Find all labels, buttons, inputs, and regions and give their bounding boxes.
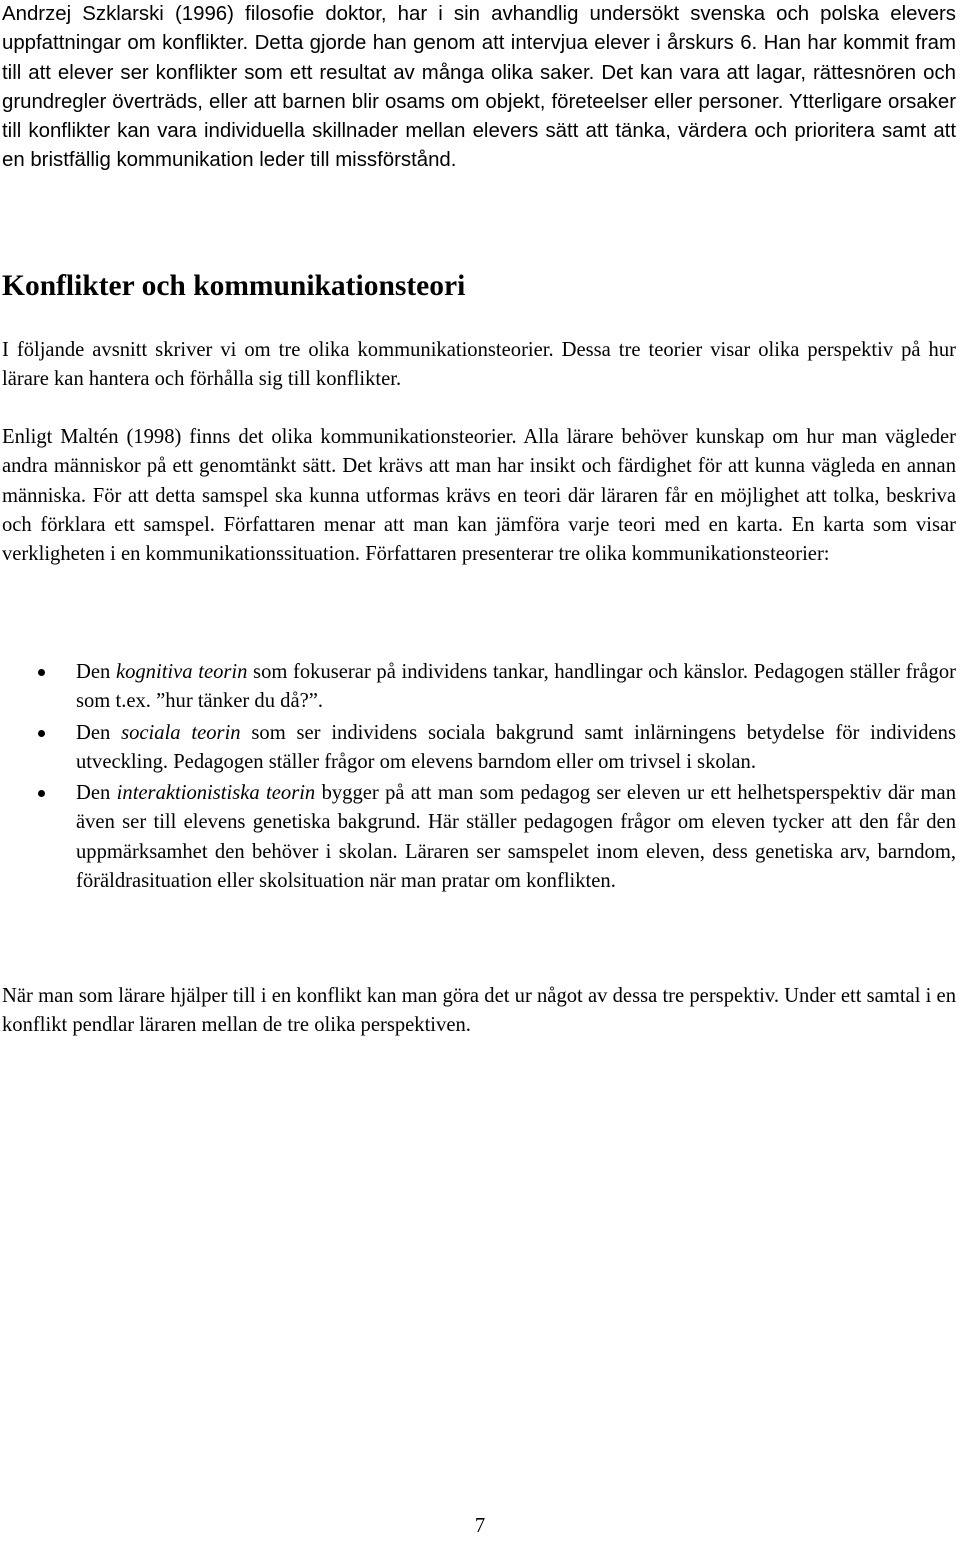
theory-prefix: Den: [76, 782, 117, 805]
theory-prefix: Den: [76, 721, 122, 744]
theory-list-item-interactionist: [0, 779, 958, 896]
theory-description: som fokuserar på individens tankar, handlingar och känslor. Pedagogen ställer frågor som t.ex. ”hur tänker du då?”.: [76, 661, 956, 713]
section-paragraph-1: I följande avsnitt skriver vi om tre olika kommunikationsteorier. Dessa tre teorier visar olika perspektiv på hur lärare kan hantera och förhålla sig till konflikter.: [2, 339, 956, 391]
theory-list-item-social: [0, 719, 958, 778]
bullet-icon: [38, 790, 45, 797]
bullet-icon: [38, 669, 45, 676]
theory-list: [0, 658, 958, 898]
section-paragraph-3: När man som lärare hjälper till i en konflikt kan man göra det ur något av dessa tre perspektiv. Under ett samtal i en konflikt pendlar läraren mellan de tre olika perspektiven.: [2, 985, 956, 1037]
theory-description: bygger på att man som pedagog ser eleven ur ett helhetsperspektiv där man även ser till elevens genetiska bakgrund. Här ställer pedagogen frågor om eleven tycker att den får den uppmärksamhet den behöver i skolan. Läraren ser samspelet inom eleven, dess genetiska arv, barndom, föräldrasituation eller skolsituation när man pratar om konflikten.: [76, 782, 956, 893]
theory-description: som ser individens sociala bakgrund samt inlärningens betydelse för individens utveckling. Pedagogen ställer frågor om elevens barndom eller om trivsel i skolan.: [76, 721, 956, 773]
theory-term: sociala teorin: [121, 721, 241, 744]
theory-term: kognitiva teorin: [115, 661, 248, 683]
bullet-icon: [38, 730, 45, 737]
section-paragraph-2: Enligt Maltén (1998) finns det olika kommunikationsteorier. Alla lärare behöver kunskap om hur man vägleder andra människor på ett genomtänkt sätt. Det krävs att man har insikt och färdighet för att kunna vägleda en annan människa. För att detta samspel ska kunna utformas krävs en teori där läraren får en möjlighet att tolka, beskriva och förklara ett samspel. Författaren menar att man kan jämföra varje teori med en karta. En karta som visar verkligheten i en kommunikationssituation. Författaren presenterar tre olika kommunikationsteorier:: [2, 426, 956, 566]
theory-prefix: Den: [76, 661, 116, 683]
page-number: 7: [474, 1515, 486, 1537]
section-heading: Konflikter och kommunikationsteori: [2, 270, 466, 302]
theory-term: interaktionistiska teorin: [116, 782, 316, 805]
theory-list-item-cognitive: [0, 658, 958, 717]
intro-paragraph: Andrzej Szklarski (1996) filosofie doktor, har i sin avhandlig undersökt svenska och polska elevers uppfattningar om konflikter. Detta gjorde han genom att intervjua elever i årskurs 6. Han har kommit fram till att elever ser konflikter som ett resultat av många olika saker. Det kan vara att lagar, rättesnören och grundregler överträds, eller att barnen blir osams om objekt, företeelser eller personer. Ytterligare orsaker till konflikter kan vara individuella skillnader mellan elevers sätt att tänka, värdera och prioritera samt att en bristfällig kommunikation leder till missförstånd.: [2, 3, 956, 172]
